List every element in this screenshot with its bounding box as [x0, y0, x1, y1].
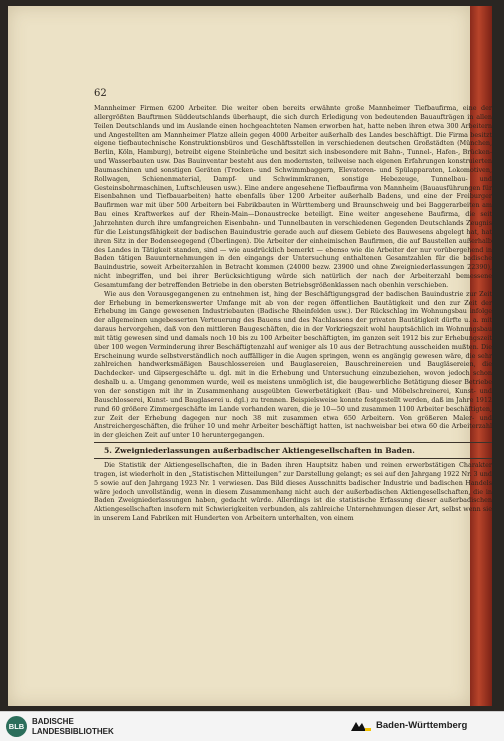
paragraph-2: Wie aus den Vorausgegangenen zu entnehmen ist, hing der Beschäftigungsgrad der badischen Bauindustrie zur Zeit der Erhebung in bemerkenswerter Umfange mit ab von der regen öffentlichen Bautätigkeit und den zur Zeit der Erhebung im Gange gewesenen Industriebauten (Badische Rheinfelden usw.). Der Rückschlag im Wohnungsbau infolge der allgemeinen ungebesserten Verteuerung des Bauens und des Nachlassens der privaten Bautätigkeit dürfte u. a. mit daraus hervorgehen, daß von den mittleren Baugeschäften, die in der Vorkriegszeit wohl hauptsächlich im Wohnungsbau mit tätig gewesen sind und damals noch 10 bis zu 100 Arbeiter beschäftigten, im ganzen seit 1912 bis zur Erhebungszeit über 100 wegen Verminderung ihrer Beschäftigtenzahl auf weniger als 10 aus der Betrachtung ausscheiden mußten. Die Erscheinung wurde selbstverständlich noch auffälliger in die Augen springen, wenn es angängig gewesen wäre, die sehr zahlreichen handwerksmäßigen Bauschlossereien und Bauglasereien, Bauschreinereien und Baugläsereien, die Dachdecker- und Gipsergeschäfte u. dgl. mit in die Erhebung und Untersuchung einzubeziehen, wovon jedoch schon deshalb u. a. Umgang genommen wurde, weil es meistens unmöglich ist, die baugewerbliche Betätigung dieser Betriebe von der sonstigen mit ihr in Zusammenhang ausgeübten Gewerbetätigkeit (Bau- und Möbelschreinerei, Kunst- und Bauschlosserei, Kunst- und Bauglaserei u. dgl.) zu trennen. Beispielsweise konnte festgestellt werden, daß im Jahre 1912 rund 60 größere Zimmergeschäfte im Lande vorhanden waren, die je 10—50 und zusammen 1100 Arbeiter beschäftigten, zur Zeit der Erhebung dagegen nur noch 38 mit zusammen etwa 650 Arbeitern. Von größeren Maler- und Anstreichergeschäften, die früher 10 und mehr Arbeiter beschäftigt hatten, ist nachweisbar bei etwa 60 die Arbeiterzahl in der gleichen Zeit auf unter 10 heruntergegangen. — [94, 289, 492, 440]
section-heading: 5. Zweigniederlassungen außerbadischer Aktiengesellschaften in Baden. — [104, 446, 415, 456]
paragraph-3: Die Statistik der Aktiengesellschaften, die in Baden ihren Hauptsitz haben und reinen erwerbstätigen Charakter tragen, ist wiederholt in den „Statistischen Mitteilungen“ zur Darstellung gelangt; es sei auf den Jahrgang 1922 Nr. 3 und 5 sowie auf den Jahrgang 1923 Nr. 1 verwiesen. Das Bild dieses Ausschnitts badischer Industrie und badischen Handels wäre jedoch unvollständig, wenn in diesem Zusammenhang nicht auch der außerbadischen Aktiengesellschaften, die in Baden Zweigniederlassungen haben, gedacht würde. Allerdings ist die statistische Erfassung dieser außerbadischen Aktiengesellschaften insofern mit Schwierigkeiten verbunden, als zahlreiche Unternehmungen dieser Art, selbst wenn sie in unserem Land Fabriken mit Hunderten von Arbeitern unterhalten, von einem — [94, 461, 492, 523]
blb-logo[interactable]: BLB — [6, 716, 27, 737]
page-number: 62 — [94, 88, 107, 99]
blb-name-line2: LANDESBIBLIOTHEK — [32, 727, 114, 736]
baden-wuerttemberg-logo-icon — [350, 720, 372, 733]
section-rule-top — [94, 442, 492, 443]
blb-name-line1: BADISCHE — [32, 717, 74, 726]
body-text — [94, 104, 492, 523]
blb-name[interactable] — [32, 717, 114, 737]
section-rule-bottom — [94, 458, 492, 459]
viewer-footer — [0, 711, 504, 741]
paragraph-1: Mannheimer Firmen 6200 Arbeiter. Die weiter oben bereits erwähnte große Mannheimer Tiefbaufirma, eine der allergrößten Bauftrmen Süddeutschlands überhaupt, die sich durch Erledigung von bedeutenden Bauaufträgen in allen Teilen Deutschlands und im Auslande einen hochgeachteten Namen erworben hat, hatte neben ihren etwa 300 Arbeitern und Angestellten am Mannheimer Platze allein gegen 4000 Arbeiter außerhalb des Landes beschäftigt. Die Firma besitzt eigene tiefbautechnische Konstruktionsbüros und Geschäftsstellen in verschiedenen deutschen Großstädten (München, Berlin, Köln, Hamburg), betreibt eigene Steinbrüche und besitzt sich insbesondere mit Bahn-, Tunnel-, Hafen-, Brücken- und Wasserbauten usw. Das Bauinventar besteht aus den modernsten, teilweise nach eigenen Erfahrungen konstruierten Baumaschinen und sonstigen Geräten (Trocken- und Schwimmbaggern, Elevatoren- und Spülapparaten, Lokomotiven, Rollwagen, Schienenmaterial, Dampf- und Schwimmkranen, sonstige Hebezeuge, Tunnelbau- und Gesteinsbohrmaschinen, Luftschleusen usw.). Eine andere angesehene Tiefbaufirma von Mannheim (Bauausführungen für Eisenbahnen und Tiefbauarbeiten) hatte ebenfalls über 1200 Arbeiter außerhalb Badens, und eine der Freiburger Baufirmen war mit über 500 Arbeitern bei Fabrikbauten in Württemberg und Braunschweig und bei Baggerarbeiten am Bau eines Kraftwerkes auf der Rhein-Main—Donaustrecke beteiligt. Eine weiter angesehene Baufirma, die seit Jahrzehnten durch ihre umfangreichen Eisenbahn- und Tunnelbauten in verschiedenen Gegenden Deutschlands Zeugnis für die Leistungsfähigkeit der badischen Bauindustrie gerade auch auf diesem Gebiete des Bauwesens abgelegt hat, hat ihren Sitz in der Bodenseegegend (Überlingen). Die Arbeiter der einheimischen Baufirmen, die auf Baustellen außerhalb des Landes in Tätigkeit standen, sind — wie ausdrücklich bemerkt — ebenso wie die Arbeiter der nur vorübergehend in Baden tätigen Bauunternehmungen in den eingangs der Untersuchung enthaltenen Gesamtzahlen für die badische Bauindustrie, soweit Arbeiterzahlen in Betracht kommen (24000 bezw. 23900 und ohne Zweigniederlassungen 22390), nicht inbegriffen, und bei ihrer Berücksichtigung würde sich natürlich der nach der Arbeiterzahl bemessene Gesamtumfang der betreffenden Betriebe in den obersten Betriebsgrößenklassen nach obenhin verschieben. — [94, 104, 492, 289]
baden-wuerttemberg-name[interactable]: Baden-Württemberg — [376, 720, 468, 731]
